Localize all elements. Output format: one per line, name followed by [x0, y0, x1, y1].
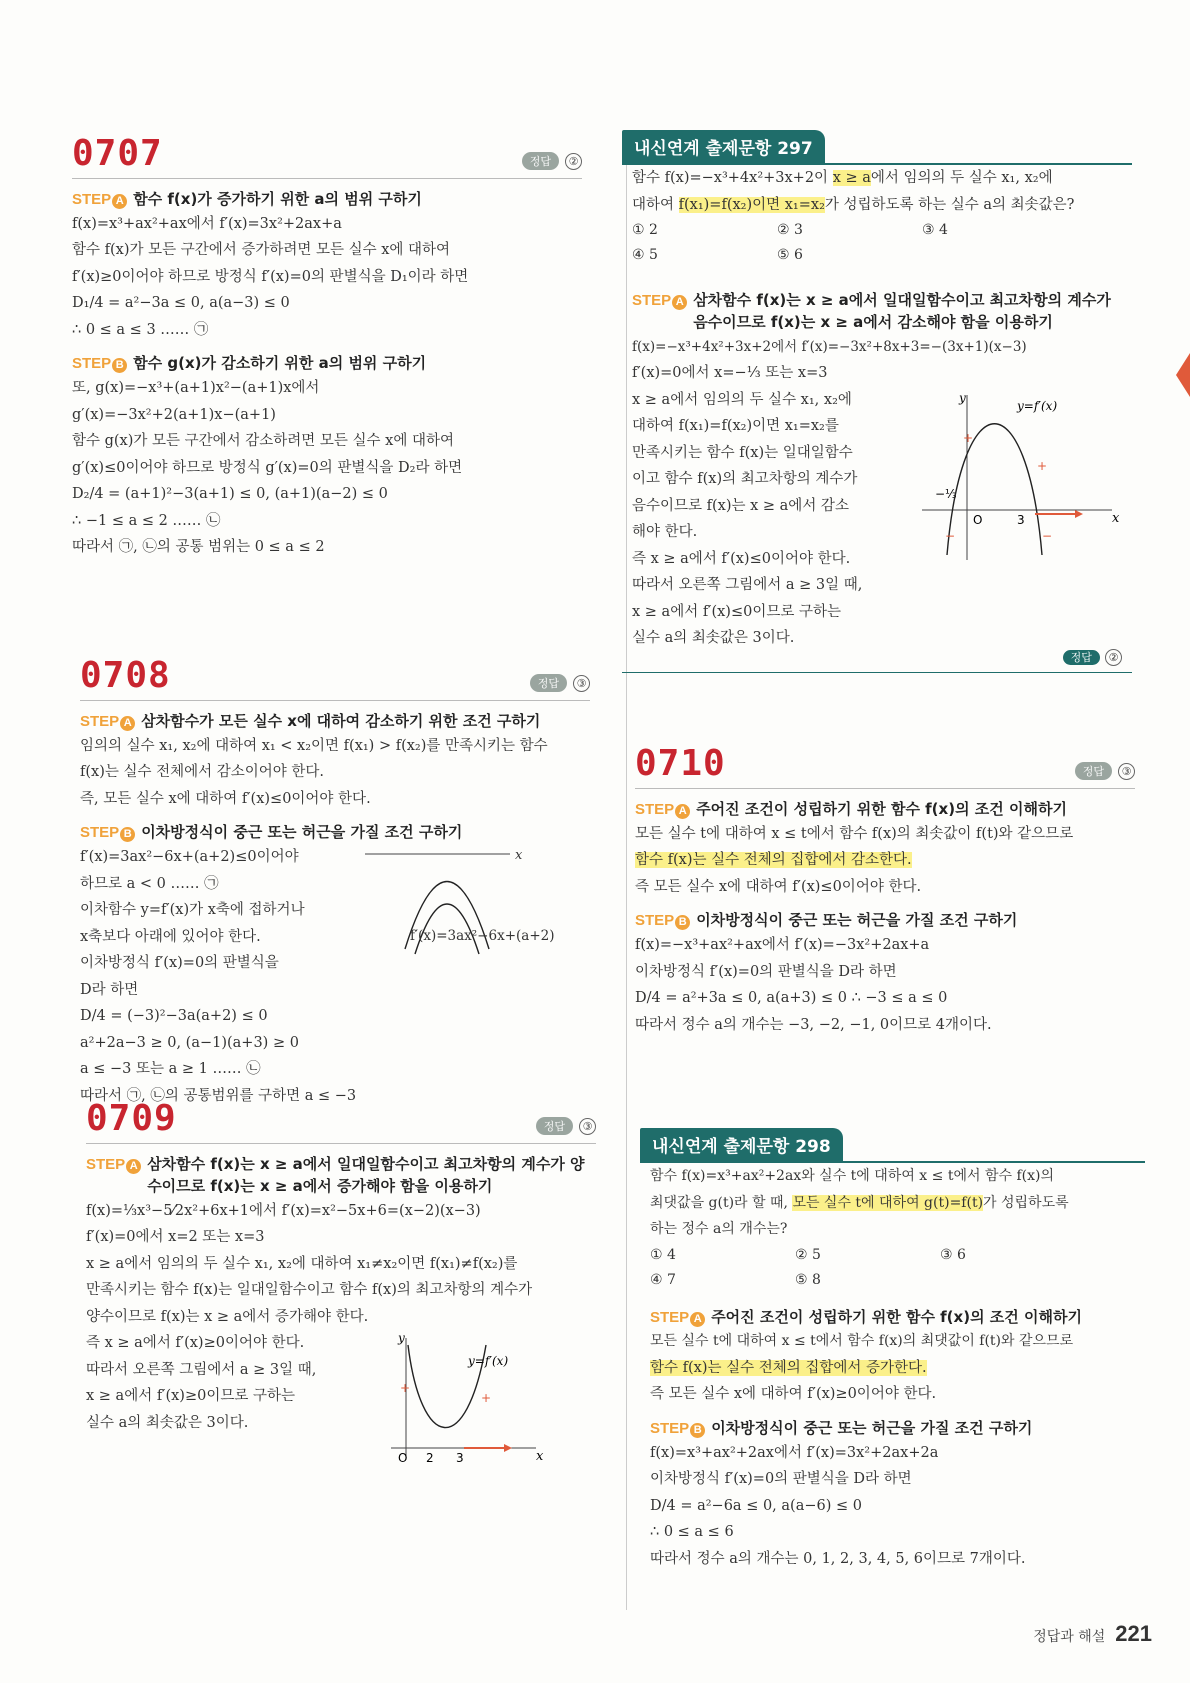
question-line: 최댓값을 g(t)라 할 때, 모든 실수 t에 대하여 g(t)=f(t)가 성립하도록	[650, 1194, 1069, 1211]
problem-header	[80, 652, 590, 701]
solution-line: 임의의 실수 x₁, x₂에 대하여 x₁ < x₂이면 f(x₁) > f(x₂)를 만족시키는 함수	[80, 737, 548, 754]
solution-line: f′(x)=0에서 x=−⅓ 또는 x=3	[632, 365, 828, 381]
solution-line: 함수 f(x)가 모든 구간에서 증가하려면 모든 실수 x에 대하여	[72, 242, 451, 259]
plus-sign: +	[481, 1391, 492, 1405]
solution-line: 실수 a의 최솟값은 3이다.	[86, 1414, 249, 1431]
box-title: 내신연계 출제문항 298	[640, 1128, 843, 1161]
answer-tag: 정답	[1075, 762, 1112, 780]
step-title: 이차방정식이 중근 또는 허근을 가질 조건 구하기	[711, 1418, 1033, 1437]
plus-sign: +	[963, 431, 974, 445]
question-line: 하는 정수 a의 개수는?	[650, 1221, 788, 1237]
solution-line: 따라서 정수 a의 개수는 −3, −2, −1, 0이므로 4개이다.	[635, 1016, 992, 1033]
solution-line: 이차방정식 f′(x)=0의 판별식을 D라 하면	[650, 1471, 912, 1487]
solution-line: 즉 x ≥ a에서 f′(x)≥0이어야 한다.	[86, 1335, 305, 1351]
graph-0709	[386, 1330, 566, 1465]
answer-number: ③	[573, 675, 590, 692]
curve-label: y=f′(x)	[1017, 399, 1058, 413]
solution-line: 이차함수 y=f′(x)가 x축에 접하거나	[80, 902, 305, 918]
origin-label: O	[398, 1451, 408, 1465]
problem-header	[86, 1095, 596, 1144]
problem-header	[72, 130, 582, 179]
solution-line: f′(x)=0에서 x=2 또는 x=3	[86, 1229, 265, 1245]
solution-line: 또, g(x)=−x³+(a+1)x²−(a+1)x에서	[72, 380, 320, 396]
step-b: STEP B 이차방정식이 중근 또는 허근을 가질 조건 구하기	[80, 822, 590, 844]
solution-line: 이고 함수 f(x)의 최고차항의 계수가	[632, 471, 858, 487]
answer-choices	[650, 1243, 1135, 1293]
step-title: 함수 g(x)가 감소하기 위한 a의 범위 구하기	[133, 354, 427, 373]
solution-line: 따라서 정수 a의 개수는 0, 1, 2, 3, 4, 5, 6이므로 7개이다.	[650, 1550, 1026, 1567]
solution-line: 만족시키는 함수 f(x)는 일대일함수	[632, 444, 853, 461]
answer-badge	[530, 674, 590, 692]
solution-line: g′(x)≤0이어야 하므로 방정식 g′(x)=0의 판별식을 D₂라 하면	[72, 459, 463, 476]
arrow-icon	[504, 1444, 512, 1452]
choice: ⑤ 8	[795, 1271, 821, 1288]
answer-number: ③	[1118, 763, 1135, 780]
step-title: 삼차함수 f(x)는 x ≥ a에서 일대일함수이고 최고차항의 계수가 양수이므로 f(x)는 x ≥ a에서 증가해야 함을 이용하기	[147, 1155, 585, 1195]
step-title: 주어진 조건이 성립하기 위한 함수 f(x)의 조건 이해하기	[696, 800, 1067, 818]
tick-label: −⅓	[935, 487, 957, 501]
choice: ④ 5	[632, 247, 658, 263]
answer-number: ③	[579, 1118, 596, 1135]
axis-label: x	[515, 848, 523, 863]
tick-label: 3	[456, 1451, 464, 1465]
step-a: STEP A 삼차함수 f(x)는 x ≥ a에서 일대일함수이고 최고차항의 계수가 양수이므로 f(x)는 x ≥ a에서 증가해야 함을 이용하기	[86, 1154, 596, 1198]
solution-line: D₁/4 = a²−3a ≤ 0, a(a−3) ≤ 0	[72, 295, 290, 312]
y-axis-label: y	[959, 391, 966, 405]
solution-line: 함수 f(x)는 실수 전체의 집합에서 증가한다.	[650, 1359, 927, 1376]
plus-sign: +	[400, 1381, 411, 1395]
solution-line: 모든 실수 t에 대하여 x ≤ t에서 함수 f(x)의 최댓값이 f(t)와 같으므로	[650, 1333, 1074, 1350]
solution-line: 따라서 오른쪽 그림에서 a ≥ 3일 때,	[632, 577, 863, 593]
answer-tag: 정답	[522, 152, 559, 170]
solution-line: a ≤ −3 또는 a ≥ 1 …… ㉡	[80, 1061, 261, 1077]
x-axis-label: x	[536, 1449, 544, 1464]
solution-line: g′(x)=−3x²+2(a+1)x−(a+1)	[72, 406, 276, 423]
step-a: STEP A 함수 f(x)가 증가하기 위한 a의 범위 구하기	[72, 189, 582, 211]
solution-line: 양수이므로 f(x)는 x ≥ a에서 증가해야 한다.	[86, 1308, 369, 1325]
problem-header	[635, 740, 1135, 789]
question-line: 함수 f(x)=−x³+4x²+3x+2이 x ≥ a에서 임의의 두 실수 x₁, x₂에	[632, 170, 1053, 186]
step-a: STEP A 삼차함수가 모든 실수 x에 대하여 감소하기 위한 조건 구하기	[80, 711, 590, 733]
graph-297	[917, 390, 1127, 565]
plus-sign: +	[1037, 459, 1048, 473]
problem-0707	[72, 130, 582, 561]
solution-line: x ≥ a에서 임의의 두 실수 x₁, x₂에 대하여 x₁≠x₂이면 f(x₁)≠f(x₂)를	[86, 1255, 518, 1272]
answer-badge: 정답 ②	[632, 646, 1122, 666]
answer-tag: 정답	[530, 674, 567, 692]
step-title: 주어진 조건이 성립하기 위한 함수 f(x)의 조건 이해하기	[711, 1307, 1082, 1326]
choice: ① 4	[650, 1246, 676, 1263]
solution-line: 즉 모든 실수 x에 대하여 f′(x)≤0이어야 한다.	[635, 878, 922, 895]
solution-line: D/4 = (−3)²−3a(a+2) ≤ 0	[80, 1008, 268, 1024]
solution-line: 함수 g(x)가 모든 구간에서 감소하려면 모든 실수 x에 대하여	[72, 433, 454, 449]
choice: ③ 4	[922, 222, 948, 238]
section-tab-mark	[1176, 353, 1190, 397]
solution-line: 이차방정식 f′(x)=0의 판별식을	[80, 955, 279, 971]
related-problem-298	[640, 1128, 1145, 1572]
graph-label: f′(x)=3ax²−6x+(a+2)	[410, 928, 555, 944]
problem-0708	[80, 652, 590, 1109]
answer-badge	[1075, 762, 1135, 780]
page-footer	[1033, 1621, 1152, 1647]
y-axis-label: y	[398, 1331, 405, 1345]
solution-line: D/4 = a²−6a ≤ 0, a(a−6) ≤ 0	[650, 1497, 862, 1514]
solution-line: 만족시키는 함수 f(x)는 일대일함수이고 함수 f(x)의 최고차항의 계수가	[86, 1282, 533, 1298]
solution-line: 따라서 오른쪽 그림에서 a ≥ 3일 때,	[86, 1361, 317, 1378]
related-problem-297	[622, 130, 1132, 673]
solution-line: 하므로 a < 0 …… ㉠	[80, 875, 219, 892]
problem-0709	[86, 1095, 596, 1465]
solution-line: 즉, 모든 실수 x에 대하여 f′(x)≤0이어야 한다.	[80, 790, 371, 807]
solution-line: 음수이므로 f(x)는 x ≥ a에서 감소	[632, 497, 849, 514]
choice: ④ 7	[650, 1271, 676, 1288]
derivative-curve	[947, 424, 1042, 555]
solution-line: f(x)=−x³+ax²+ax에서 f′(x)=−3x²+2ax+a	[635, 937, 930, 953]
choice: ② 5	[795, 1246, 821, 1263]
step-a: STEP A 주어진 조건이 성립하기 위한 함수 f(x)의 조건 이해하기	[650, 1307, 1135, 1329]
step-a: STEP A 주어진 조건이 성립하기 위한 함수 f(x)의 조건 이해하기	[635, 799, 1135, 821]
step-title: 삼차함수가 모든 실수 x에 대하여 감소하기 위한 조건 구하기	[141, 712, 541, 730]
x-axis-label: x	[1112, 511, 1120, 526]
minus-sign: −	[945, 529, 956, 543]
solution-line: D라 하면	[80, 981, 139, 998]
solution-line: 해야 한다.	[632, 524, 698, 540]
solution-line: 즉 모든 실수 x에 대하여 f′(x)≥0이어야 한다.	[650, 1386, 937, 1403]
answer-number: ②	[565, 153, 582, 170]
graph-0708	[365, 844, 590, 964]
tick-label: 3	[1017, 513, 1025, 527]
solution-line: f′(x)=3ax²−6x+(a+2)≤0이어야	[80, 849, 299, 865]
footer-label: 정답과 해설	[1033, 1629, 1106, 1645]
problem-number: 0709	[86, 1098, 177, 1139]
tick-label: 2	[426, 1451, 434, 1465]
answer-tag: 정답	[536, 1117, 573, 1135]
problem-number: 0710	[635, 743, 726, 784]
step-a: STEP A 삼차함수 f(x)는 x ≥ a에서 일대일함수이고 최고차항의 계수가 음수이므로 f(x)는 x ≥ a에서 감소해야 함을 이용하기	[632, 290, 1122, 334]
step-title: 함수 f(x)가 증가하기 위한 a의 범위 구하기	[133, 190, 422, 208]
arrow-icon	[1075, 510, 1083, 518]
choice: ② 3	[777, 222, 803, 238]
step-b: STEP B 함수 g(x)가 감소하기 위한 a의 범위 구하기	[72, 353, 582, 375]
step-title: 삼차함수 f(x)는 x ≥ a에서 일대일함수이고 최고차항의 계수가 음수이므로 f(x)는 x ≥ a에서 감소해야 함을 이용하기	[693, 291, 1111, 331]
solution-line: ∴ 0 ≤ a ≤ 6	[650, 1524, 734, 1540]
solution-line: D/4 = a²+3a ≤ 0, a(a+3) ≤ 0 ∴ −3 ≤ a ≤ 0	[635, 990, 948, 1006]
answer-choices	[632, 218, 1122, 268]
choice: ③ 6	[940, 1246, 966, 1263]
question-line: 대하여 f(x₁)=f(x₂)이면 x₁=x₂가 성립하도록 하는 실수 a의 최솟값은?	[632, 196, 1075, 213]
problem-number: 0708	[80, 655, 171, 696]
solution-line: D₂/4 = (a+1)²−3(a+1) ≤ 0, (a+1)(a−2) ≤ 0	[72, 486, 388, 502]
solution-line: 이차방정식 f′(x)=0의 판별식을 D라 하면	[635, 963, 897, 980]
solution-line: 따라서 ㉠, ㉡의 공통 범위는 0 ≤ a ≤ 2	[72, 539, 325, 555]
solution-line: 따라서 ㉠, ㉡의 공통범위를 구하면 a ≤ −3	[80, 1087, 357, 1104]
solution-line: f(x)=−x³+4x²+3x+2에서 f′(x)=−3x²+8x+3=−(3x+1)(x−3)	[632, 338, 1027, 355]
solution-line: f(x)=⅓x³−5⁄2x²+6x+1에서 f′(x)=x²−5x+6=(x−2)(x−3)	[86, 1202, 481, 1219]
solution-line: f(x)는 실수 전체에서 감소이어야 한다.	[80, 764, 325, 781]
solution-line: 모든 실수 t에 대하여 x ≤ t에서 함수 f(x)의 최솟값이 f(t)와 같으므로	[635, 825, 1074, 842]
solution-line: x축보다 아래에 있어야 한다.	[80, 928, 261, 945]
solution-line: 실수 a의 최솟값은 3이다.	[632, 630, 795, 646]
solution-line: ∴ 0 ≤ a ≤ 3 …… ㉠	[72, 321, 209, 338]
choice: ① 2	[632, 222, 658, 238]
minus-sign: −	[1042, 529, 1053, 543]
step-b: STEP B 이차방정식이 중근 또는 허근을 가질 조건 구하기	[650, 1418, 1135, 1440]
solution-line: x ≥ a에서 f′(x)≤0이므로 구하는	[632, 603, 841, 620]
origin-label: O	[973, 513, 983, 527]
curve-label: y=f′(x)	[468, 1354, 509, 1368]
problem-0710	[635, 740, 1135, 1038]
solution-line: f(x)=x³+ax²+2ax에서 f′(x)=3x²+2ax+2a	[650, 1444, 939, 1461]
step-title: 이차방정식이 중근 또는 허근을 가질 조건 구하기	[141, 823, 463, 842]
solution-line: 함수 f(x)는 실수 전체의 집합에서 감소한다.	[635, 852, 912, 869]
answer-badge	[536, 1117, 596, 1135]
solution-line: x ≥ a에서 f′(x)≥0이므로 구하는	[86, 1388, 295, 1404]
solution-line: a²+2a−3 ≥ 0, (a−1)(a+3) ≥ 0	[80, 1034, 299, 1051]
solution-line: ∴ −1 ≤ a ≤ 2 …… ㉡	[72, 512, 221, 529]
problem-number: 0707	[72, 133, 163, 174]
question-line: 함수 f(x)=x³+ax²+2ax와 실수 t에 대하여 x ≤ t에서 함수 f(x)의	[650, 1168, 1054, 1184]
solution-line: 즉 x ≥ a에서 f′(x)≤0이어야 한다.	[632, 550, 851, 567]
solution-line: 대하여 f(x₁)=f(x₂)이면 x₁=x₂를	[632, 418, 839, 434]
box-title: 내신연계 출제문항 297	[622, 130, 825, 163]
step-b: STEP B 이차방정식이 중근 또는 허근을 가질 조건 구하기	[635, 910, 1135, 932]
solution-line: x ≥ a에서 임의의 두 실수 x₁, x₂에	[632, 391, 852, 408]
solution-line: f(x)=x³+ax²+ax에서 f′(x)=3x²+2ax+a	[72, 215, 342, 232]
step-title: 이차방정식이 중근 또는 허근을 가질 조건 구하기	[696, 911, 1018, 930]
page-number: 221	[1115, 1621, 1152, 1646]
answer-badge	[522, 152, 582, 170]
solution-line: f′(x)≥0이어야 하므로 방정식 f′(x)=0의 판별식을 D₁이라 하면	[72, 268, 469, 285]
choice: ⑤ 6	[777, 247, 803, 263]
